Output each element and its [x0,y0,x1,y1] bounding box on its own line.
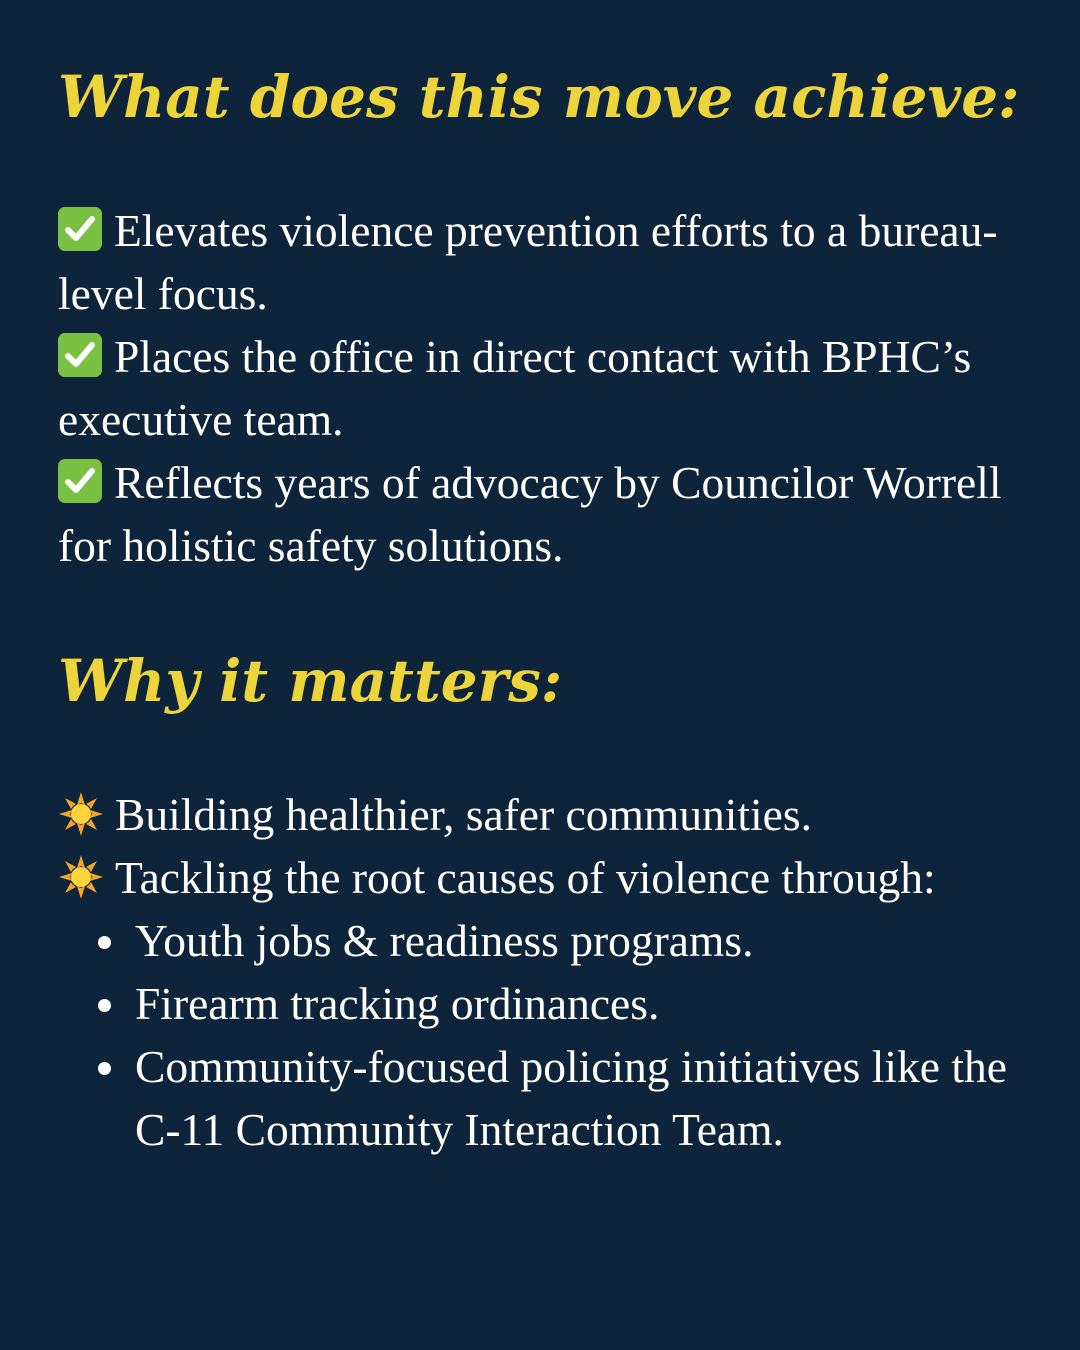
achieve-item-text: Places the office in direct contact with BPHC’s executive team. [58,331,972,445]
check-mark-button-icon [58,459,102,503]
bullet-text: Firearm tracking ordinances. [135,978,660,1029]
check-mark-button-icon [58,207,102,251]
bullet-dot [98,999,111,1012]
bullet-item [58,909,1018,972]
achieve-item [58,199,1018,325]
sun-icon [58,854,104,900]
achieve-item-text: Reflects years of advocacy by Councilor Worrell for holistic safety solutions. [58,457,1002,571]
bullet-dot [98,1062,111,1075]
achieve-list [58,199,1018,577]
achieve-heading: What does this move achieve: [58,63,1020,131]
check-mark-button-icon [58,333,102,377]
matters-item [58,783,1018,846]
bullet-item [58,972,1018,1035]
bullet-dot [98,936,111,949]
bullet-text: Community-focused policing initiatives like the C-11 Community Interaction Team. [135,1041,1007,1155]
achieve-item-text: Elevates violence prevention efforts to a bureau-level focus. [58,205,998,319]
matters-list [58,783,1018,1161]
matters-heading: Why it matters: [58,647,563,715]
matters-item-text: Building healthier, safer communities. [115,789,812,840]
achieve-item [58,325,1018,451]
bullet-list [58,909,1018,1161]
bullet-item [58,1035,1018,1161]
bullet-text: Youth jobs & readiness programs. [135,915,754,966]
sun-icon [58,791,104,837]
matters-item-text: Tackling the root causes of violence through: [115,852,936,903]
achieve-item [58,451,1018,577]
matters-item [58,846,1018,909]
